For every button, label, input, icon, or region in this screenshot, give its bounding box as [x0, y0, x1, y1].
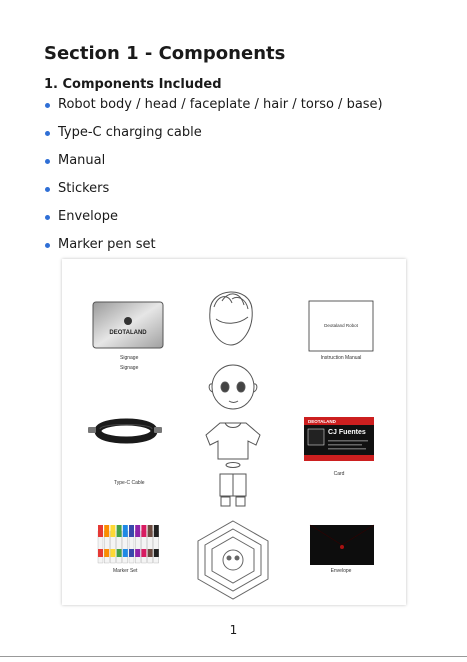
components-list [44, 94, 383, 262]
list-item [44, 206, 383, 234]
list-item-text: Manual [58, 153, 106, 168]
page-number: 1 [229, 623, 238, 637]
card-caption: Card [333, 471, 345, 477]
marker-band [98, 549, 103, 557]
section-title: Section 1 - Components [44, 43, 286, 64]
manual-cover-text: Deotaland Robot [324, 323, 358, 328]
bullet-icon [45, 103, 50, 108]
components-illustration [62, 259, 406, 605]
robot-torso-image [206, 423, 260, 459]
list-item [44, 122, 383, 150]
marker-band [141, 549, 146, 557]
card-image [304, 417, 374, 461]
marker-cap [98, 525, 103, 537]
marker-cap [104, 525, 109, 537]
robot-base-image [220, 463, 246, 507]
signage-image [93, 302, 163, 348]
signage-caption: Signage [120, 355, 139, 361]
bullet-icon [45, 187, 50, 192]
faceplate-image [198, 521, 268, 599]
hair-image [210, 292, 252, 345]
marker-cap [148, 525, 153, 537]
marker-band [129, 549, 134, 557]
marker-band [104, 549, 109, 557]
marker-cap [154, 525, 159, 537]
envelope-image [310, 525, 374, 565]
marker-cap [117, 525, 122, 537]
cable-image [88, 422, 162, 440]
list-item [44, 178, 383, 206]
subsection-title: 1. Components Included [44, 77, 222, 92]
card-brand: DEOTALAND [308, 419, 336, 424]
marker-band [135, 549, 140, 557]
marker-cap [141, 525, 146, 537]
signage-caption-secondary: Signage [120, 365, 139, 371]
bullet-icon [45, 243, 50, 248]
markers-caption: Marker Set [113, 568, 138, 574]
manual-image [309, 301, 373, 351]
list-item-text: Stickers [58, 181, 110, 196]
marker-cap [135, 525, 140, 537]
list-item-text: Type-C charging cable [58, 125, 202, 140]
marker-band [117, 549, 122, 557]
marker-cap [129, 525, 134, 537]
list-item [44, 150, 383, 178]
list-item-text: Robot body / head / faceplate / hair / torso / base) [58, 97, 383, 112]
list-item-text: Envelope [58, 209, 118, 224]
bullet-icon [45, 215, 50, 220]
list-item-text: Marker pen set [58, 237, 156, 252]
marker-band [110, 549, 115, 557]
list-item [44, 234, 383, 262]
marker-band [154, 549, 159, 557]
marker-cap [123, 525, 128, 537]
marker-band [123, 549, 128, 557]
bullet-icon [45, 159, 50, 164]
envelope-caption: Envelope [330, 568, 352, 574]
marker-cap [110, 525, 115, 537]
bullet-icon [45, 131, 50, 136]
cable-caption: Type-C Cable [114, 480, 145, 486]
list-item [44, 94, 383, 122]
manual-caption: Instruction Manual [320, 355, 362, 361]
marker-band [148, 549, 153, 557]
robot-head-image [209, 365, 257, 409]
footer-divider [0, 656, 467, 657]
signage-logo: DEOTALAND [109, 330, 147, 336]
card-name: CJ Fuentes [328, 429, 366, 436]
components-figure [62, 259, 406, 605]
marker-set-image [98, 525, 159, 563]
